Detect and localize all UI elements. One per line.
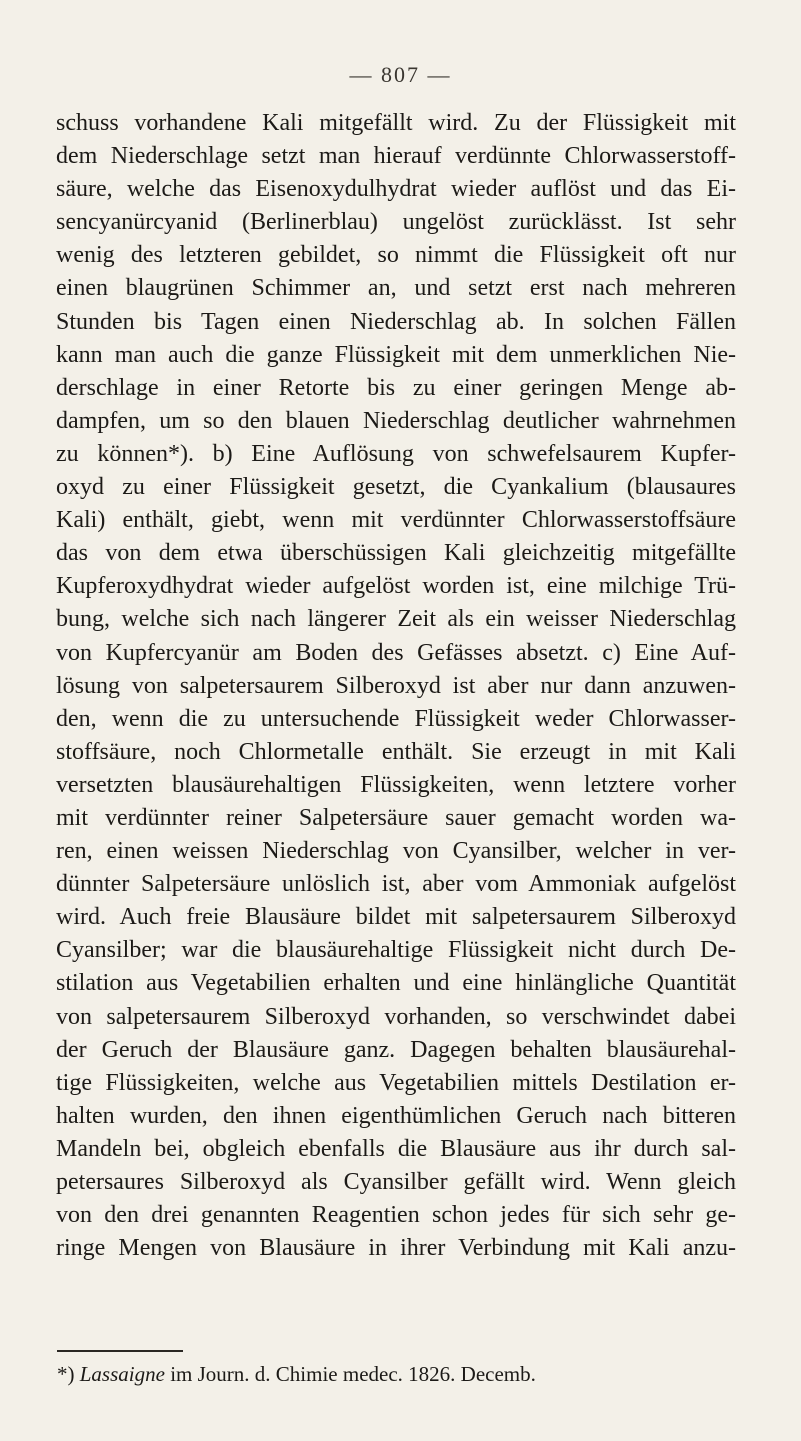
text-line: zu können*). b) Eine Auflösung von schwefelsaurem Kupfer- xyxy=(56,440,736,467)
text-line: oxyd zu einer Flüssigkeit gesetzt, die Cyankalium (blausaures xyxy=(56,474,736,501)
text-line: dünnter Salpetersäure unlöslich ist, aber vom Ammoniak aufgelöst xyxy=(56,871,736,898)
text-line: mit verdünnter reiner Salpetersäure sauer gemacht worden wa- xyxy=(56,804,736,831)
text-line: petersaures Silberoxyd als Cyansilber gefällt wird. Wenn gleich xyxy=(56,1169,736,1195)
text-line: wird. Auch freie Blausäure bildet mit salpetersaurem Silberoxyd xyxy=(56,904,736,931)
footnote-text: im Journ. d. Chimie medec. 1826. Decemb. xyxy=(170,1362,536,1386)
footnote-marker: *) xyxy=(57,1362,75,1386)
footnote xyxy=(57,1359,737,1389)
text-line: kann man auch die ganze Flüssigkeit mit dem unmerklichen Nie- xyxy=(56,341,736,368)
text-line: stoffsäure, noch Chlormetalle enthält. Sie erzeugt in mit Kali xyxy=(56,738,736,765)
text-line: Mandeln bei, obgleich ebenfalls die Blausäure aus ihr durch sal- xyxy=(56,1135,736,1162)
text-line: versetzten blausäurehaltigen Flüssigkeiten, wenn letztere vorher xyxy=(56,771,736,798)
footnote-divider xyxy=(57,1350,183,1352)
text-line: von Kupfercyanür am Boden des Gefässes absetzt. c) Eine Auf- xyxy=(56,639,736,666)
text-line: lösung von salpetersaurem Silberoxyd ist aber nur dann anzuwen- xyxy=(56,672,736,699)
text-line: Kali) enthält, giebt, wenn mit verdünnter Chlorwasserstoffsäure xyxy=(56,507,736,534)
text-line: ringe Mengen von Blausäure in ihrer Verbindung mit Kali anzu- xyxy=(56,1235,736,1262)
text-line: von den drei genannten Reagentien schon jedes für sich sehr ge- xyxy=(56,1202,736,1229)
text-line: bung, welche sich nach längerer Zeit als ein weisser Niederschlag xyxy=(56,606,736,633)
text-line: derschlage in einer Retorte bis zu einer geringen Menge ab- xyxy=(56,374,736,401)
page-number: — 807 — xyxy=(349,62,452,87)
text-line: von salpetersaurem Silberoxyd vorhanden, so verschwindet dabei xyxy=(56,1003,736,1030)
footnote-author: Lassaigne xyxy=(79,1362,165,1386)
text-line: ren, einen weissen Niederschlag von Cyansilber, welcher in ver- xyxy=(56,838,736,865)
text-line: stilation aus Vegetabilien erhalten und eine hinlängliche Quantität xyxy=(56,970,736,997)
text-line: schuss vorhandene Kali mitgefällt wird. Zu der Flüssigkeit mit xyxy=(56,110,736,136)
text-line: wenig des letzteren gebildet, so nimmt die Flüssigkeit oft nur xyxy=(56,242,736,269)
text-line: dampfen, um so den blauen Niederschlag deutlicher wahrnehmen xyxy=(56,407,736,434)
text-line: halten wurden, den ihnen eigenthümlichen Geruch nach bitteren xyxy=(56,1102,736,1129)
text-line: säure, welche das Eisenoxydulhydrat wieder auflöst und das Ei- xyxy=(56,176,736,203)
text-line: tige Flüssigkeiten, welche aus Vegetabilien mittels Destilation er- xyxy=(56,1069,736,1096)
text-line: das von dem etwa überschüssigen Kali gleichzeitig mitgefällte xyxy=(56,540,736,567)
text-line: der Geruch der Blausäure ganz. Dagegen behalten blausäurehal- xyxy=(56,1036,736,1063)
text-line: Stunden bis Tagen einen Niederschlag ab. In solchen Fällen xyxy=(56,308,736,335)
text-line: den, wenn die zu untersuchende Flüssigkeit weder Chlorwasser- xyxy=(56,705,736,732)
body-text xyxy=(56,107,736,1265)
text-line: sencyanürcyanid (Berlinerblau) ungelöst zurücklässt. Ist sehr xyxy=(56,209,736,236)
text-line: dem Niederschlage setzt man hierauf verdünnte Chlorwasserstoff- xyxy=(56,143,736,170)
text-line: Cyansilber; war die blausäurehaltige Flüssigkeit nicht durch De- xyxy=(56,937,736,964)
text-line: einen blaugrünen Schimmer an, und setzt erst nach mehreren xyxy=(56,275,736,302)
text-line: Kupferoxydhydrat wieder aufgelöst worden ist, eine milchige Trü- xyxy=(56,573,736,600)
